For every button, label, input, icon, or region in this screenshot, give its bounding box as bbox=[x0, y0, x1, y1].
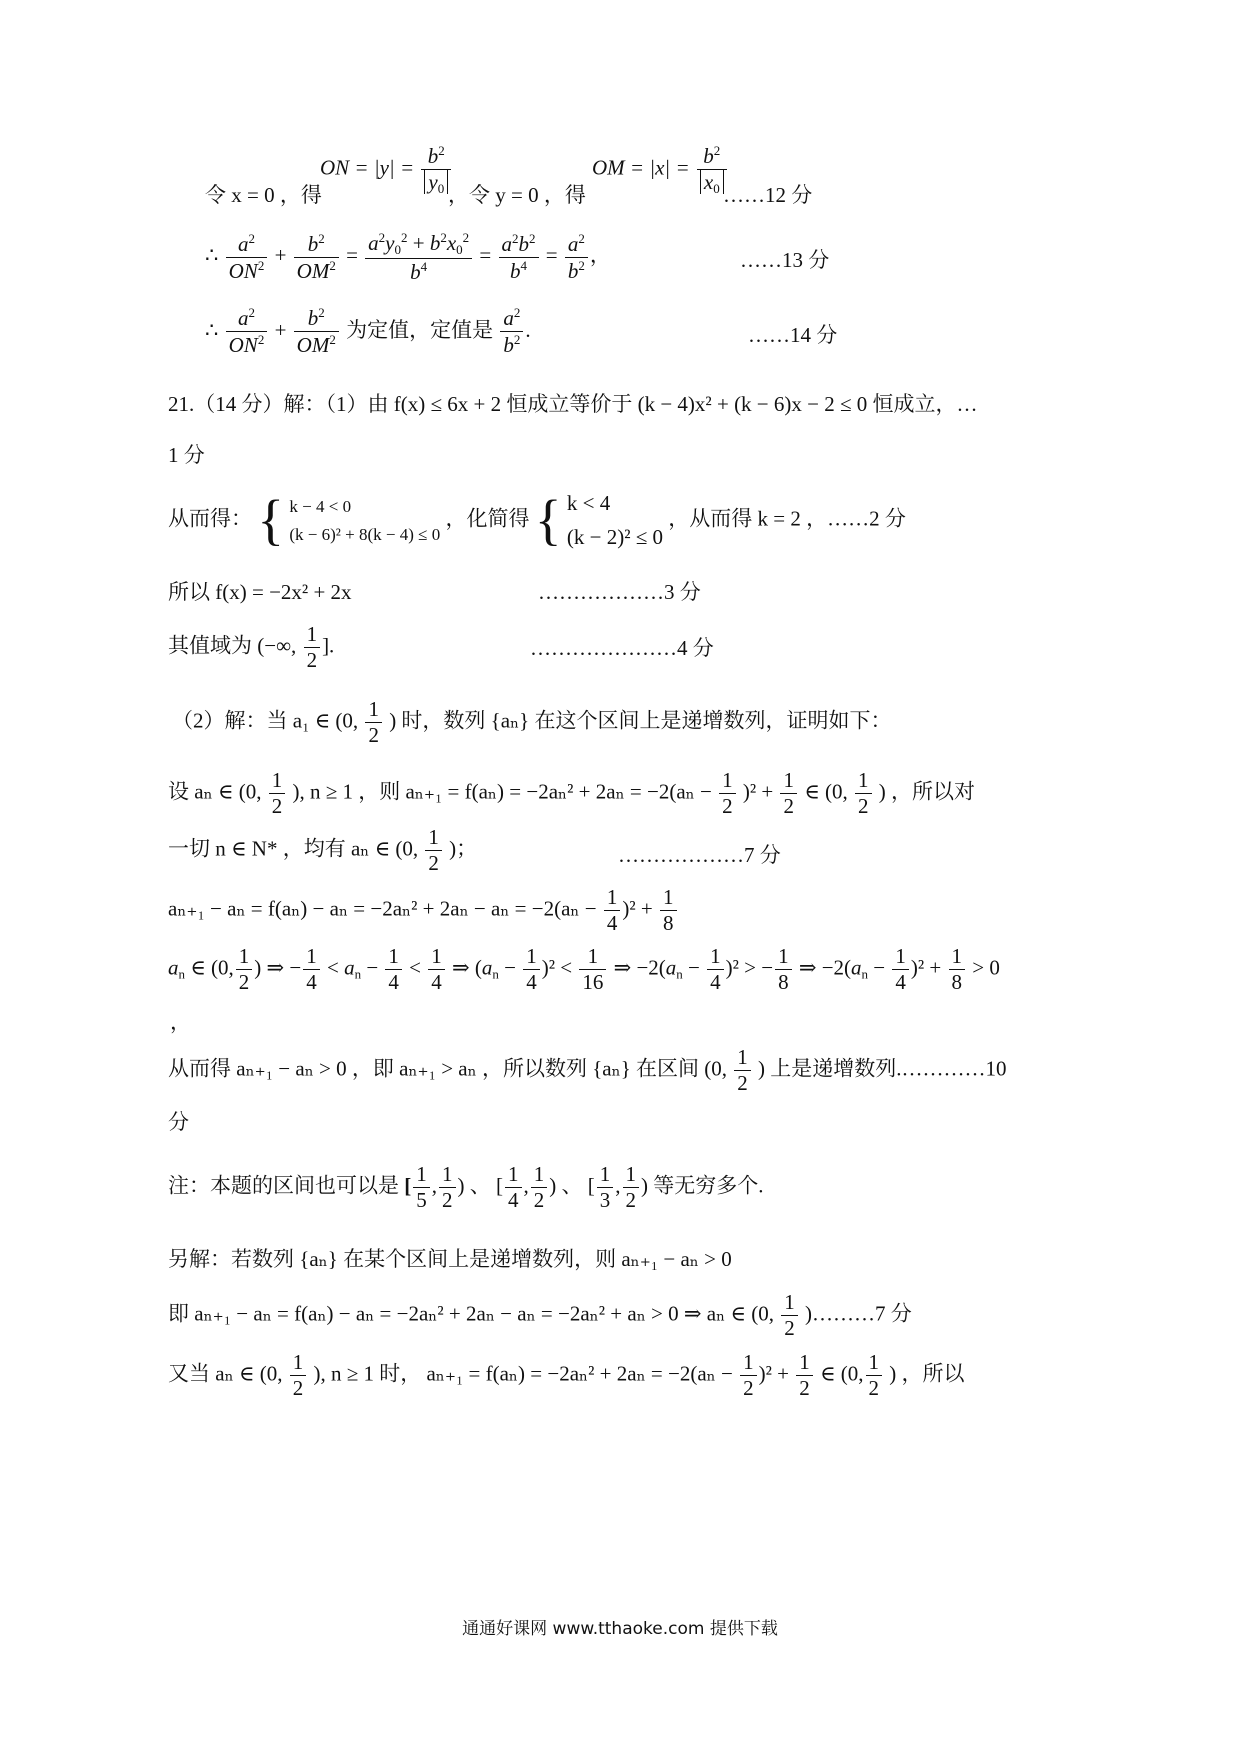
om-expr: OM = |x| = bbox=[592, 155, 690, 180]
thus-get: 从而得： bbox=[168, 506, 252, 531]
ineq-comma: ， bbox=[170, 1010, 191, 1034]
alt-b-mark: )………7 分 bbox=[804, 1301, 912, 1326]
set-end: ) ，所以对 bbox=[878, 779, 976, 804]
sol21-system: 从而得： { k − 4 < 0 (k − 6)² + 8(k − 4) ≤ 0 ，化简得 { k < 4 (k − 2)² ≤ 0 ，从而得 k = 2 ，……2 分 bbox=[168, 487, 906, 554]
alt-line-a: 另解：若数列 {aₙ} 在某个区间上是递增数列，则 aₙ₊₁ − aₙ > 0 bbox=[168, 1247, 732, 1271]
therefore-formula-13: ∴ $\frac{a^2}{ON^2}$ + $\frac{b^2}{OM^2}$ = $\frac{a^2y_0^2 + b^2x_0^2}{b^4}$ = $\frac{a^2b^2}{b^4}$ = $\frac{a^2}{b^2}$ ， bbox=[205, 230, 611, 284]
conclude-score: 分 bbox=[168, 1110, 189, 1134]
cond-4: (k − 2)² ≤ 0 bbox=[566, 524, 664, 549]
cond-2: (k − 6)² + 8(k − 4) ≤ 0 bbox=[289, 524, 441, 544]
let-x0-text: 令 x = 0 ，得 bbox=[205, 183, 322, 207]
range-line: 其值域为 (−∞, $\frac{1}{2}$ ]. …………………4 分 bbox=[168, 622, 714, 673]
alt-c-mid: ), n ≥ 1 时， aₙ₊₁ = f(aₙ) = −2aₙ² + 2aₙ = −2(aₙ − bbox=[313, 1361, 733, 1386]
fx-expr: 所以 f(x) = −2x² + 2x bbox=[168, 580, 352, 604]
conclude-b: ) 上是递增数列.…………10 bbox=[758, 1056, 1007, 1081]
conclude-line: 从而得 aₙ₊₁ − aₙ > 0 ，即 aₙ₊₁ > aₙ ，所以数列 {aₙ} 在区间 (0, $\frac{1}{2}$ ) 上是递增数列.…………10 bbox=[168, 1045, 1007, 1096]
set-pre: 设 aₙ ∈ (0, bbox=[168, 779, 262, 804]
range-text: 其值域为 (−∞, bbox=[168, 633, 297, 658]
set-sq: )² + bbox=[742, 779, 774, 804]
part2-b: ) 时，数列 {aₙ} 在这个区间上是递增数列，证明如下： bbox=[389, 708, 892, 733]
mark-3: ………………3 分 bbox=[538, 580, 701, 604]
system-2 bbox=[567, 487, 663, 554]
diff-line: aₙ₊₁ − aₙ = f(aₙ) − aₙ = −2aₙ² + 2aₙ − aₙ = −2(aₙ − $\frac{1}{4}$ )² + $\frac{1}{8}$ bbox=[168, 885, 679, 936]
cond-3: k < 4 bbox=[566, 491, 611, 515]
line-14 bbox=[205, 305, 838, 358]
mark-4: …………………4 分 bbox=[530, 636, 714, 660]
set-line: 设 aₙ ∈ (0, $\frac{1}{2}$ ), n ≥ 1 ，则 aₙ₊₁ = f(aₙ) = −2aₙ² + 2aₙ = −2(aₙ − $\frac{1}{2}$ )² + $\frac{1}{2}$ ∈ (0, $\frac{1}{2}$ ) ，所以对 bbox=[168, 768, 976, 819]
alt-c-pre: 又当 aₙ ∈ (0, bbox=[168, 1361, 283, 1386]
sol21-intro: 21.（14 分）解：（1）由 f(x) ≤ 6x + 2 恒成立等价于 (k − 4)x² + (k − 6)x − 2 ≤ 0 恒成立，… bbox=[168, 392, 978, 416]
ineq-chain: $a_n$ ∈ (0, $\frac{1}{2}$ ) ⇒ − $\frac{1}{4}$ < $a_n$ − $\frac{1}{4}$ < $\frac{1}{4}$ ⇒ ($a_n$ − $\frac{1}{4}$ )² < $\frac{1}{16}$ ⇒ $-2(a_n$ − $\frac{1}{4}$ )² > − $\frac{1}{8}$ ⇒ $-2(a_n$ − $\frac{1}{4}$ )² + $\frac{1}{8}$ > 0 bbox=[168, 944, 1000, 995]
alt-c-end: ) ，所以 bbox=[889, 1361, 965, 1386]
page-footer: 通通好课网 www.tthaoke.com 提供下载 bbox=[462, 1619, 778, 1639]
alt-line-b: 即 aₙ₊₁ − aₙ = f(aₙ) − aₙ = −2aₙ² + 2aₙ − aₙ = −2aₙ² + aₙ > 0 ⇒ aₙ ∈ (0, $\frac{1}{2}$ )………7 分 bbox=[168, 1290, 912, 1341]
all-n: 一切 n ∈ N* ，均有 aₙ ∈ (0, bbox=[168, 836, 419, 861]
conclude-a: 从而得 aₙ₊₁ − aₙ > 0 ，即 aₙ₊₁ > aₙ ，所以数列 {aₙ} 在区间 (0, bbox=[168, 1056, 728, 1081]
fx-line bbox=[168, 580, 701, 604]
all-n-line: 一切 n ∈ N* ，均有 aₙ ∈ (0, $\frac{1}{2}$ )； ………………7 分 bbox=[168, 825, 781, 876]
sol21-intro-score: 1 分 bbox=[168, 443, 205, 467]
simplify-text: ，化简得 bbox=[445, 506, 530, 531]
mark-7: ………………7 分 bbox=[618, 843, 781, 867]
om-formula: OM = |x| = $\frac{b^2}{x_0}$ bbox=[592, 143, 729, 197]
therefore-formula-14: ∴ $\frac{a^2}{ON^2}$ + $\frac{b^2}{OM^2}$ 为定值，定值是 $\frac{a^2}{b^2}$ . bbox=[205, 305, 531, 358]
all-n-end: )； bbox=[449, 836, 478, 861]
alt-line-c: 又当 aₙ ∈ (0, $\frac{1}{2}$ ), n ≥ 1 时， aₙ₊₁ = f(aₙ) = −2aₙ² + 2aₙ = −2(aₙ − $\frac{1}{2}$ )² + $\frac{1}{2}$ ∈ (0, $\frac{1}{2}$ ) ，所以 bbox=[168, 1350, 965, 1401]
system-1 bbox=[289, 493, 440, 547]
let-y0-text: ，令 y = 0 ，得 bbox=[448, 183, 586, 207]
fixed-value-text: 为定值，定值是 bbox=[346, 317, 494, 342]
mark-12: ……12 分 bbox=[723, 183, 813, 207]
note-line: 注：本题的区间也可以是 [ $\frac{1}{5}$ , $\frac{1}{2}$ ) 、 [ $\frac{1}{4}$ , $\frac{1}{2}$ ) 、 [ $\frac{1}{3}$ , $\frac{1}{2}$ ) 等无穷多个. bbox=[168, 1162, 764, 1213]
k-result: ，从而得 k = 2 ，……2 分 bbox=[668, 506, 906, 531]
set-mid: ), n ≥ 1 ，则 aₙ₊₁ = f(aₙ) = −2aₙ² + 2aₙ = −2(aₙ − bbox=[292, 779, 712, 804]
alt-b-pre: 即 aₙ₊₁ − aₙ = f(aₙ) − aₙ = −2aₙ² + 2aₙ − aₙ = −2aₙ² + aₙ > 0 ⇒ aₙ ∈ (0, bbox=[168, 1301, 774, 1326]
line-13 bbox=[205, 230, 830, 285]
diff-expr: aₙ₊₁ − aₙ = f(aₙ) − aₙ = −2aₙ² + 2aₙ − aₙ = −2(aₙ − bbox=[168, 896, 597, 921]
part2-line: （2）解：当 a₁ ∈ (0, $\frac{1}{2}$ ) 时，数列 {aₙ} 在这个区间上是递增数列，证明如下： bbox=[172, 697, 892, 748]
on-formula: ON = |y| = $\frac{b^2}{y_0}$ bbox=[320, 143, 453, 197]
part2-a: （2）解：当 a₁ ∈ (0, bbox=[172, 708, 359, 733]
set-in: ∈ (0, bbox=[804, 779, 848, 804]
mark-14: ……14 分 bbox=[748, 323, 838, 347]
note-pre: 注：本题的区间也可以是 bbox=[168, 1173, 399, 1198]
on-expr: ON = |y| = bbox=[320, 155, 415, 180]
mark-13: ……13 分 bbox=[740, 248, 830, 272]
cond-1: k − 4 < 0 bbox=[289, 497, 352, 517]
note-end: 等无穷多个. bbox=[653, 1173, 764, 1198]
